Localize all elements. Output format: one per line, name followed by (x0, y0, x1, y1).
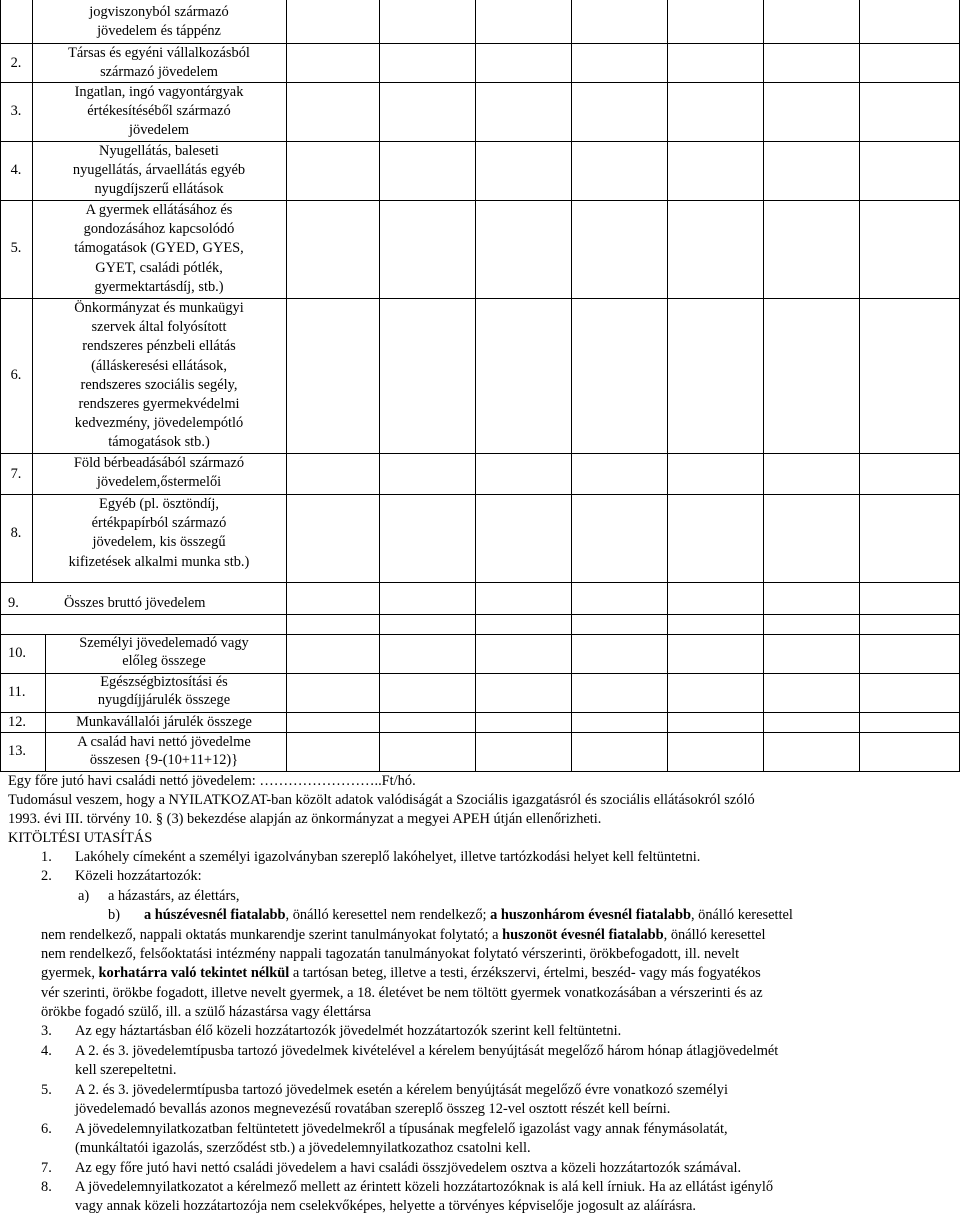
instruction-text: A jövedelemnyilatkozatban feltüntetett jövedelmekről a típusának megfelelő igazolást vagy annak fénymásolatát, (75, 1121, 728, 1137)
instruction-2b-line-2 (41, 926, 960, 945)
instruction-number: 3. (41, 1023, 52, 1039)
emphasis: huszonöt évesnél fiatalabb (502, 927, 664, 943)
row-5-label-line: támogatások (GYED, GYES, (74, 240, 244, 257)
row-4-label-line: Nyugellátás, baleseti (99, 143, 219, 159)
row-7-number: 7. (10, 466, 22, 482)
row-6-label-line: kedvezmény, jövedelempótló (74, 415, 244, 432)
instruction-text: , önálló keresettel (663, 927, 766, 943)
instruction-3 (41, 1022, 960, 1041)
row-4-number: 4. (10, 162, 22, 178)
row-7-label (33, 454, 285, 492)
row-10-number: 10. (8, 645, 26, 661)
row-11-label (46, 673, 282, 709)
row-13-label-line: összesen {9-(10+11+12)} (89, 752, 239, 768)
instruction-text: nem rendelkező, nappali oktatás munkarendje szerint tanulmányokat folytató; a (41, 927, 503, 943)
instruction-6 (41, 1120, 960, 1139)
instruction-text: Az egy főre jutó havi nettó családi jövedelem a havi családi összjövedelem osztva a közeli hozzátartozók számával. (75, 1160, 742, 1176)
instruction-number: 1. (41, 849, 52, 865)
row-6-label-line: (álláskeresési ellátások, (91, 357, 227, 374)
instruction-text: , önálló keresettel (690, 907, 793, 923)
row-2-label-line: Társas és egyéni vállalkozásból (68, 45, 250, 61)
row-5-label-line: gyermektartásdíj, stb.) (94, 278, 224, 295)
row-4-label (33, 142, 285, 200)
instruction-2b-line-6: örökbe fogadó szülő, ill. a szülő házastársa vagy élettársa (41, 1004, 372, 1020)
instruction-2b-line-4 (41, 964, 960, 983)
row-11-number: 11. (8, 684, 26, 700)
instruction-4-line-2: kell szerepeltetni. (75, 1062, 177, 1078)
instructions-title: KITÖLTÉSI UTASÍTÁS (8, 830, 153, 846)
instruction-text: a házastárs, az élettárs, (108, 888, 240, 904)
row-2-label (33, 44, 285, 82)
instruction-2b-line-1 (108, 906, 960, 925)
row-5-number: 5. (10, 240, 22, 256)
per-capita-income-line: Egy főre jutó havi családi nettó jövedelem: ……………………..Ft/hó. (8, 773, 416, 789)
instruction-text: a tartósan beteg, illetve a testi, érzékszervi, értelmi, beszéd- vagy más fogyatékos (289, 965, 761, 981)
row-2-number: 2. (10, 55, 22, 71)
instruction-number: 4. (41, 1043, 52, 1059)
row-6-label-line: rendszeres szociális segély, (80, 376, 238, 393)
row-8-label-line: Egyéb (pl. ösztöndíj, (99, 496, 219, 512)
row-5-label (33, 201, 285, 297)
instruction-number: 2. (41, 868, 52, 884)
instruction-8 (41, 1178, 960, 1197)
row-6-label-line: Önkormányzat és munkaügyi (74, 300, 244, 316)
row-12-number: 12. (8, 714, 26, 730)
instruction-text: Lakóhely címeként a személyi igazolványban szereplő lakóhelyet, illetve tartózkodási helyet kell feltüntetni. (75, 849, 701, 865)
row-4-label-line: nyugellátás, árvaellátás egyéb (72, 162, 246, 179)
row-5-label-line: A gyermek ellátásához és (85, 202, 233, 218)
row-10-label-line: Személyi jövedelemadó vagy (79, 635, 249, 651)
row-3-number: 3. (10, 103, 22, 119)
emphasis: korhatárra való tekintet nélkül (98, 965, 290, 981)
instruction-text: A 2. és 3. jövedelemtípusba tartozó jövedelmek kivételével a kérelem benyújtását megelőző három hónap átlagjövedelmét (75, 1043, 779, 1059)
row-5-label-line: gondozásához kapcsolódó (83, 221, 235, 238)
instruction-2b-line-3: nem rendelkező, felsőoktatási intézmény nappali tagozatán tanulmányokat folytató vérszerinti, örökbefogadott, ill. nevelt (41, 946, 740, 962)
emphasis: a huszonhárom évesnél fiatalabb (490, 907, 691, 923)
row-13-label (46, 733, 282, 769)
instruction-2 (41, 867, 960, 886)
instruction-number: 5. (41, 1082, 52, 1098)
instruction-text: , önálló keresettel nem rendelkező; (285, 907, 491, 923)
row-12-label (46, 713, 282, 731)
instruction-text: A jövedelemnyilatkozatot a kérelmező mellett az érintett közeli hozzátartozóknak is alá kell írniuk. Ha az ellátást igénylő (75, 1179, 774, 1195)
instruction-5 (41, 1081, 960, 1100)
instruction-4 (41, 1042, 960, 1061)
instruction-5-line-2: jövedelemadó bevallás azonos megnevezésű rovatában szereplő összeg 12-vel osztott részét kell beírni. (75, 1101, 671, 1117)
row-6-label-line: támogatások stb.) (108, 434, 210, 451)
row-6-label-line: szervek által folyósított (91, 319, 227, 336)
row-11-label-line: Egészségbiztosítási és (100, 674, 228, 690)
instruction-8-line-2: vagy annak közeli hozzátartozója nem cselekvőképes, helyette a törvényes képviselője jogosult az aláírásra. (75, 1198, 696, 1214)
row-8-label-line: kifizetések alkalmi munka stb.) (68, 553, 250, 570)
acknowledgement-line-2: 1993. évi III. törvény 10. § (3) bekezdése alapján az önkormányzat a megyei APEH útján ellenőrizheti. (8, 811, 602, 827)
row-8-number: 8. (10, 525, 22, 541)
row-5-label-line: GYET, családi pótlék, (95, 259, 223, 276)
row-10-label-line: előleg összege (122, 653, 206, 669)
row-3-label-line: Ingatlan, ingó vagyontárgyak (74, 84, 244, 100)
row-9 (8, 593, 205, 613)
row-9-label: Összes bruttó jövedelem (64, 595, 206, 611)
instruction-6-line-2: (munkáltatói igazolás, szerződést stb.) a jövedelemnyilatkozathoz csatolni kell. (75, 1140, 531, 1156)
row-10-label (46, 634, 282, 670)
row-13-label-line: A család havi nettó jövedelme (77, 734, 251, 750)
instruction-text: Közeli hozzátartozók: (75, 868, 202, 884)
row-6-label-line: rendszeres gyermekvédelmi (78, 396, 240, 413)
row-1-label-line: jövedelem és táppénz (97, 23, 221, 40)
instruction-letter: a) (78, 888, 90, 904)
instruction-2b-line-5: vér szerinti, örökbe fogadott, illetve nevelt gyermek, a 18. életévet be nem töltött gyermek vonatkozásában a vérszerinti és az (41, 985, 763, 1001)
row-13-number: 13. (8, 743, 26, 759)
acknowledgement-line-1: Tudomásul veszem, hogy a NYILATKOZAT-ban közölt adatok valódiságát a Szociális igazgatásról és szociális ellátásokról szóló (8, 792, 755, 808)
instruction-7 (41, 1159, 960, 1178)
emphasis: a húszévesnél fiatalabb (144, 907, 286, 923)
row-7-label-line: Föld bérbeadásából származó (73, 455, 245, 471)
row-12-label-line: Munkavállalói járulék összege (76, 714, 252, 730)
instruction-letter: b) (108, 907, 120, 923)
row-2-label-line: származó jövedelem (100, 64, 218, 81)
instruction-number: 8. (41, 1179, 52, 1195)
row-9-number: 9. (8, 595, 19, 611)
instruction-number: 7. (41, 1160, 52, 1176)
row-4-label-line: nyugdíjszerű ellátások (94, 181, 224, 198)
instruction-2a (78, 887, 960, 906)
row-3-label-line: jövedelem (129, 122, 189, 139)
row-8-label (33, 495, 285, 572)
row-7-label-line: jövedelem,őstermelői (96, 474, 222, 491)
row-6-label (33, 299, 285, 453)
row-6-label-line: rendszeres pénzbeli ellátás (82, 338, 236, 355)
row-1-label (33, 3, 285, 41)
row-3-label (33, 83, 285, 141)
row-11-label-line: nyugdíjjárulék összege (97, 692, 231, 708)
row-8-label-line: jövedelem, kis összegű (92, 534, 226, 551)
instruction-text: Az egy háztartásban élő közeli hozzátartozók jövedelmét hozzátartozók szerint kell feltüntetni. (75, 1023, 622, 1039)
row-1-label-line: jogviszonyból származó (89, 4, 229, 20)
row-6-number: 6. (10, 367, 22, 383)
instruction-1 (41, 848, 960, 867)
row-3-label-line: értékesítéséből származó (87, 103, 231, 120)
instruction-text: gyermek, (41, 965, 99, 981)
instruction-number: 6. (41, 1121, 52, 1137)
instruction-text: A 2. és 3. jövedelermtípusba tartozó jövedelmek esetén a kérelem benyújtását megelőző évre vonatkozó személyi (75, 1082, 728, 1098)
row-8-label-line: értékpapírból származó (91, 515, 227, 532)
